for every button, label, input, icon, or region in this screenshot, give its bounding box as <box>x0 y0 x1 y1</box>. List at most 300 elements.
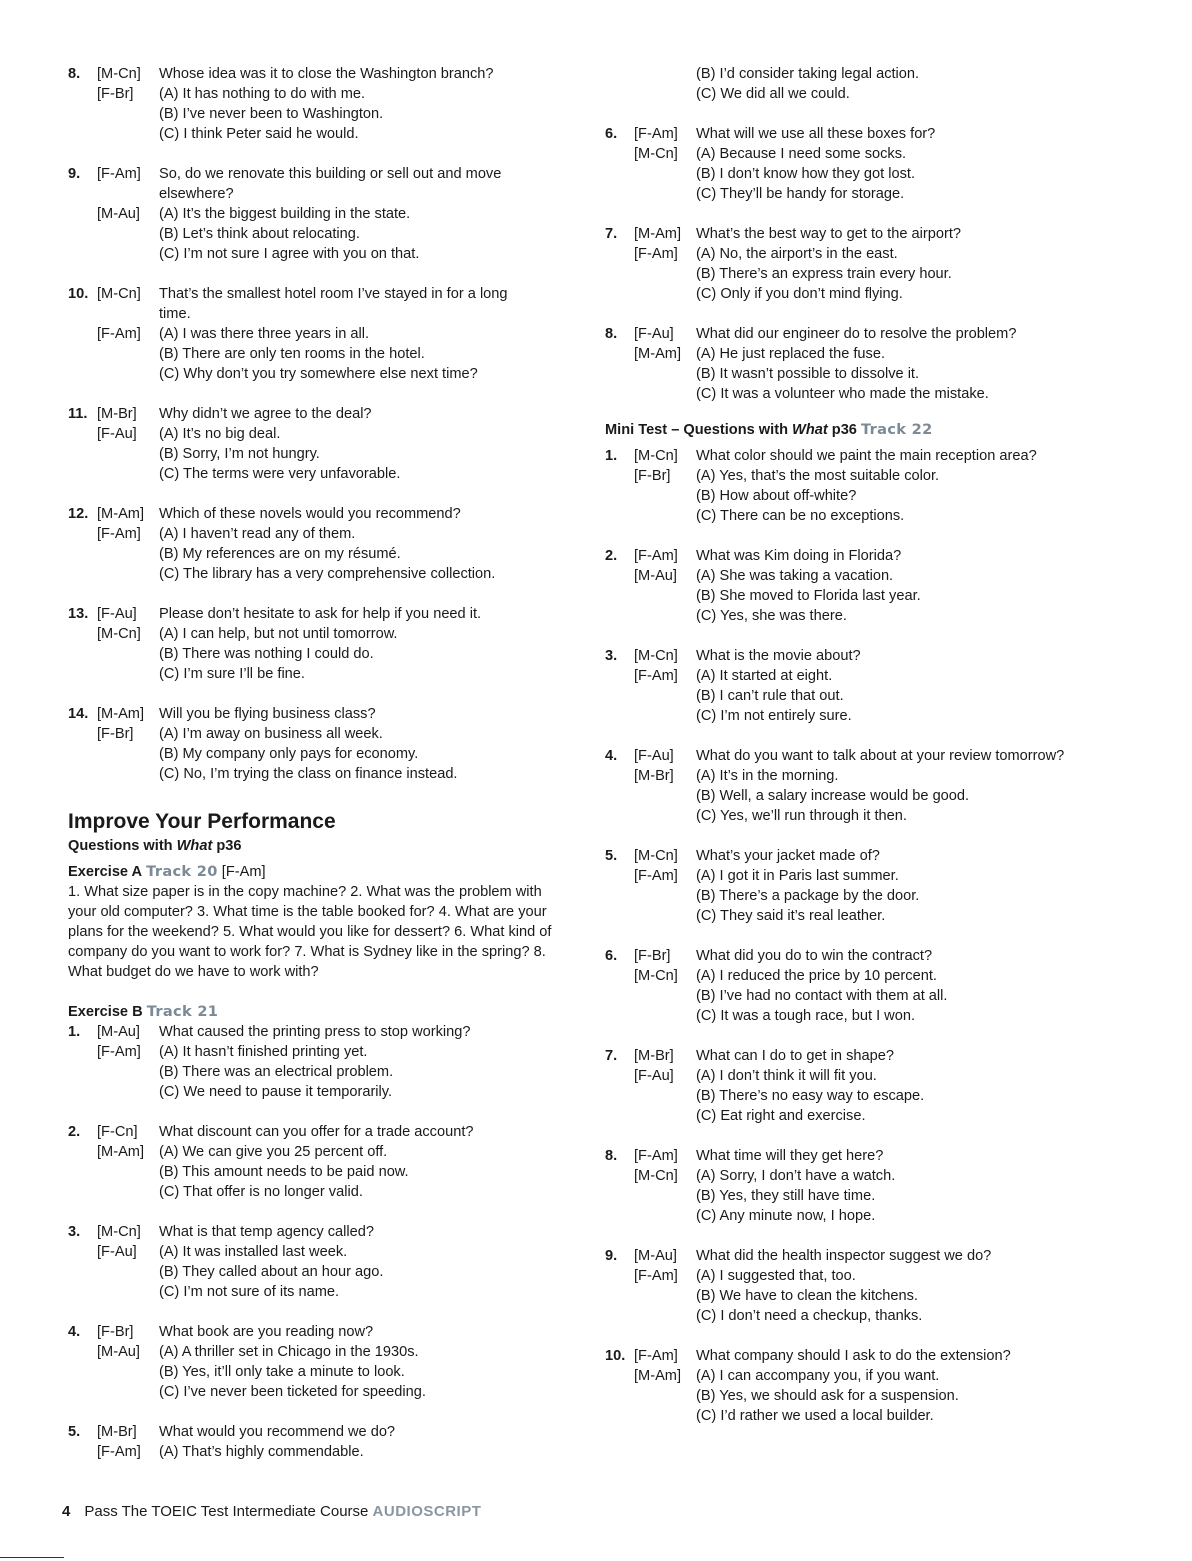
exercise-b-label: Exercise B <box>68 1004 143 1020</box>
line-text: (C) Any minute now, I hope. <box>696 1208 876 1224</box>
line-text: (A) It has nothing to do with me. <box>159 86 366 102</box>
script-line <box>605 1366 1145 1386</box>
script-line <box>68 504 588 524</box>
line-text: (A) I haven’t read any of them. <box>159 526 356 542</box>
line-text: (A) I don’t think it will fit you. <box>696 1068 877 1084</box>
script-line <box>605 224 1145 244</box>
speaker-code: [F-Br] <box>97 726 134 742</box>
script-line <box>68 1282 588 1302</box>
line-text: (C) That offer is no longer valid. <box>159 1184 363 1200</box>
line-text: (C) I’m not entirely sure. <box>696 708 852 724</box>
script-line <box>68 324 588 344</box>
script-line <box>605 384 1145 404</box>
script-line <box>68 124 588 144</box>
speaker-code: [M-Au] <box>97 1344 140 1360</box>
script-line <box>68 224 588 244</box>
line-text: (C) It was a tough race, but I won. <box>696 1008 916 1024</box>
line-text: (A) I reduced the price by 10 percent. <box>696 968 937 984</box>
script-line <box>605 1186 1145 1206</box>
speaker-code: [M-Cn] <box>634 968 678 984</box>
line-text: (A) A thriller set in Chicago in the 1930s. <box>159 1344 419 1360</box>
speaker-code: [F-Au] <box>634 1068 674 1084</box>
script-item <box>605 846 1145 926</box>
script-line <box>605 706 1145 726</box>
script-line <box>68 1082 588 1102</box>
line-text: (C) Yes, she was there. <box>696 608 847 624</box>
script-item <box>68 164 588 264</box>
line-text: (C) Why don’t you try somewhere else next time? <box>159 366 478 382</box>
script-line <box>605 866 1145 886</box>
line-text: (A) It hasn’t finished printing yet. <box>159 1044 368 1060</box>
line-text: (B) I’ve never been to Washington. <box>159 106 384 122</box>
script-line <box>605 264 1145 284</box>
script-item <box>68 1322 588 1402</box>
item-number: 12. <box>68 506 89 522</box>
script-line <box>68 1022 588 1042</box>
line-text: (A) I can help, but not until tomorrow. <box>159 626 398 642</box>
speaker-code: [M-Cn] <box>634 648 678 664</box>
section-subtitle <box>68 836 588 856</box>
script-line <box>605 284 1145 304</box>
line-text: (C) I’m not sure of its name. <box>159 1284 340 1300</box>
speaker-code: [F-Am] <box>634 868 678 884</box>
script-item <box>68 1122 588 1202</box>
line-text: (B) Sorry, I’m not hungry. <box>159 446 320 462</box>
exercise-a-track: Track 20 <box>146 863 218 880</box>
line-text: (C) It was a volunteer who made the mistake. <box>696 386 989 402</box>
line-text: (B) I don’t know how they got lost. <box>696 166 916 182</box>
line-text: What company should I ask to do the extension? <box>696 1348 1011 1364</box>
line-text: (A) She was taking a vacation. <box>696 568 894 584</box>
line-text: (A) I’m away on business all week. <box>159 726 383 742</box>
script-item <box>605 1346 1145 1426</box>
script-line <box>605 466 1145 486</box>
speaker-code: [M-Br] <box>634 768 674 784</box>
script-line <box>68 344 588 364</box>
exercise-b-track: Track 21 <box>146 1003 219 1020</box>
script-line <box>605 84 1145 104</box>
speaker-code: [M-Au] <box>97 206 140 222</box>
script-item <box>68 604 588 684</box>
speaker-code: [F-Am] <box>634 126 678 142</box>
script-item <box>68 704 588 784</box>
script-item <box>605 746 1145 826</box>
page-number: 4 <box>62 1503 71 1520</box>
speaker-code: [F-Am] <box>634 1348 678 1364</box>
script-line <box>605 846 1145 866</box>
line-text: (B) Let’s think about relocating. <box>159 226 360 242</box>
script-line <box>68 1122 588 1142</box>
speaker-code: [M-Au] <box>634 1248 677 1264</box>
script-line <box>605 606 1145 626</box>
line-text: (B) She moved to Florida last year. <box>696 588 921 604</box>
script-line <box>605 1046 1145 1066</box>
script-line <box>68 404 588 424</box>
line-text: (C) We need to pause it temporarily. <box>159 1084 393 1100</box>
script-line <box>605 344 1145 364</box>
line-text: (B) This amount needs to be paid now. <box>159 1164 409 1180</box>
script-line <box>68 364 588 384</box>
line-text: (B) There are only ten rooms in the hotel. <box>159 346 425 362</box>
item-number: 9. <box>68 166 81 182</box>
script-line <box>68 1442 588 1462</box>
speaker-code: [M-Cn] <box>634 1168 678 1184</box>
script-line <box>68 1262 588 1282</box>
script-line <box>605 184 1145 204</box>
line-text: That’s the smallest hotel room I’ve stayed in for a long <box>159 286 508 302</box>
script-line <box>605 746 1145 766</box>
line-text: (C) The library has a very comprehensive collection. <box>159 566 496 582</box>
script-line <box>68 764 588 784</box>
line-text: What’s your jacket made of? <box>696 848 880 864</box>
subtitle-post: p36 <box>212 838 242 854</box>
script-line <box>605 1266 1145 1286</box>
script-line <box>605 1246 1145 1266</box>
mini-test-post: p36 <box>827 422 861 438</box>
item-number: 11. <box>68 406 88 422</box>
item-number: 8. <box>605 1148 618 1164</box>
script-item <box>605 1046 1145 1126</box>
speaker-code: [F-Br] <box>97 86 134 102</box>
line-text: (B) My company only pays for economy. <box>159 746 419 762</box>
speaker-code: [F-Au] <box>634 748 674 764</box>
script-line <box>68 304 588 324</box>
script-item <box>605 1246 1145 1326</box>
item-number: 7. <box>605 1048 618 1064</box>
speaker-code: [F-Br] <box>97 1324 134 1340</box>
line-text: (A) Because I need some socks. <box>696 146 907 162</box>
script-line <box>68 444 588 464</box>
script-line <box>605 1066 1145 1086</box>
script-line <box>605 766 1145 786</box>
speaker-code: [F-Au] <box>97 1244 137 1260</box>
right-column <box>605 64 1145 1446</box>
script-line <box>68 424 588 444</box>
line-text: What would you recommend we do? <box>159 1424 396 1440</box>
speaker-code: [M-Am] <box>634 1368 682 1384</box>
script-line <box>605 1146 1145 1166</box>
script-item <box>68 1422 588 1462</box>
script-line <box>605 1166 1145 1186</box>
line-text: (C) I’ve never been ticketed for speeding. <box>159 1384 426 1400</box>
line-text: (B) I’d consider taking legal action. <box>696 66 920 82</box>
item-number: 5. <box>68 1424 81 1440</box>
script-line <box>605 886 1145 906</box>
pre-items-right <box>605 124 1145 424</box>
script-item <box>68 1222 588 1302</box>
script-line <box>605 364 1145 384</box>
speaker-code: [M-Au] <box>97 1024 140 1040</box>
script-line <box>68 284 588 304</box>
script-item <box>605 446 1145 526</box>
line-text: (A) It was installed last week. <box>159 1244 348 1260</box>
speaker-code: [M-Au] <box>634 568 677 584</box>
speaker-code: [F-Am] <box>97 166 141 182</box>
line-text: Whose idea was it to close the Washington branch? <box>159 66 494 82</box>
script-line <box>68 84 588 104</box>
exercise-a-heading <box>68 862 588 882</box>
line-text: (A) He just replaced the fuse. <box>696 346 885 362</box>
speaker-code: [F-Am] <box>634 1268 678 1284</box>
speaker-code: [F-Cn] <box>97 1124 138 1140</box>
page-footer <box>62 1503 481 1520</box>
line-text: (B) They called about an hour ago. <box>159 1264 384 1280</box>
line-text: What time will they get here? <box>696 1148 884 1164</box>
script-line <box>605 164 1145 184</box>
script-line <box>68 1222 588 1242</box>
pre-items-left <box>68 64 588 804</box>
line-text: What discount can you offer for a trade account? <box>159 1124 474 1140</box>
script-item <box>605 546 1145 626</box>
line-text: (B) Yes, they still have time. <box>696 1188 876 1204</box>
script-line <box>605 666 1145 686</box>
subtitle-pre: Questions with <box>68 838 177 854</box>
speaker-code: [F-Am] <box>634 668 678 684</box>
speaker-code: [M-Am] <box>634 226 682 242</box>
exercise-a-label: Exercise A <box>68 864 143 880</box>
script-line <box>605 506 1145 526</box>
script-item <box>605 646 1145 726</box>
script-line <box>605 1386 1145 1406</box>
script-line <box>605 486 1145 506</box>
script-item <box>68 64 588 144</box>
script-line <box>605 986 1145 1006</box>
script-line <box>605 966 1145 986</box>
item-number: 9. <box>605 1248 618 1264</box>
line-text: What did you do to win the contract? <box>696 948 933 964</box>
line-text: (B) My references are on my résumé. <box>159 546 401 562</box>
script-line <box>68 604 588 624</box>
speaker-code: [M-Am] <box>97 506 145 522</box>
script-item <box>68 1022 588 1102</box>
speaker-code: [F-Au] <box>634 326 674 342</box>
line-text: (A) Yes, that’s the most suitable color. <box>696 468 940 484</box>
mini-test-track: Track 22 <box>860 421 933 438</box>
script-line <box>68 1062 588 1082</box>
speaker-code: [M-Br] <box>634 1048 674 1064</box>
script-line <box>68 464 588 484</box>
speaker-code: [M-Br] <box>97 1424 137 1440</box>
line-text: (A) I can accompany you, if you want. <box>696 1368 940 1384</box>
speaker-code: [M-Cn] <box>634 848 678 864</box>
item-number: 4. <box>605 748 618 764</box>
line-text: (A) It’s the biggest building in the state. <box>159 206 411 222</box>
line-text: (C) Eat right and exercise. <box>696 1108 866 1124</box>
script-line <box>605 646 1145 666</box>
script-line <box>605 546 1145 566</box>
speaker-code: [M-Cn] <box>97 286 141 302</box>
script-line <box>605 64 1145 84</box>
script-line <box>68 244 588 264</box>
line-text: What can I do to get in shape? <box>696 1048 894 1064</box>
line-text: (A) We can give you 25 percent off. <box>159 1144 388 1160</box>
line-text: (C) We did all we could. <box>696 86 850 102</box>
line-text: (B) There was nothing I could do. <box>159 646 374 662</box>
script-line <box>68 1162 588 1182</box>
line-text: (A) I was there three years in all. <box>159 326 370 342</box>
line-text: (B) I can’t rule that out. <box>696 688 844 704</box>
item-number: 1. <box>605 448 618 464</box>
script-line <box>68 544 588 564</box>
line-text: (C) Only if you don’t mind flying. <box>696 286 903 302</box>
script-line <box>605 1106 1145 1126</box>
line-text: What did the health inspector suggest we do? <box>696 1248 992 1264</box>
item-number: 3. <box>68 1224 81 1240</box>
line-text: (A) It’s no big deal. <box>159 426 281 442</box>
line-text: time. <box>159 306 191 322</box>
script-line <box>605 1346 1145 1366</box>
item-number: 10. <box>68 286 89 302</box>
script-line <box>68 1042 588 1062</box>
speaker-code: [M-Cn] <box>634 146 678 162</box>
mini-test-pre: Mini Test – Questions with <box>605 422 793 438</box>
script-line <box>68 1182 588 1202</box>
script-line <box>605 906 1145 926</box>
script-line <box>68 1362 588 1382</box>
line-text: (C) There can be no exceptions. <box>696 508 905 524</box>
script-line <box>68 1142 588 1162</box>
script-item <box>605 946 1145 1026</box>
line-text: (B) There’s no easy way to escape. <box>696 1088 925 1104</box>
line-text: (C) They’ll be handy for storage. <box>696 186 905 202</box>
speaker-code: [F-Am] <box>97 326 141 342</box>
script-line <box>605 686 1145 706</box>
item-number: 3. <box>605 648 618 664</box>
script-line <box>605 566 1145 586</box>
line-text: (B) I’ve had no contact with them at all. <box>696 988 948 1004</box>
script-line <box>68 624 588 644</box>
speaker-code: [F-Br] <box>634 468 671 484</box>
script-line <box>68 644 588 664</box>
speaker-code: [F-Am] <box>634 246 678 262</box>
script-line <box>68 1382 588 1402</box>
script-item <box>605 324 1145 404</box>
speaker-code: [F-Am] <box>634 1148 678 1164</box>
footer-title: Pass The TOEIC Test Intermediate Course <box>84 1503 369 1520</box>
left-column <box>68 64 588 1482</box>
line-text: (B) Yes, it’ll only take a minute to look. <box>159 1364 405 1380</box>
section-title: Improve Your Performance <box>68 810 336 833</box>
item-number: 6. <box>605 126 618 142</box>
speaker-code: [M-Cn] <box>97 1224 141 1240</box>
script-line <box>605 1206 1145 1226</box>
line-text: What caused the printing press to stop working? <box>159 1024 471 1040</box>
speaker-code: [M-Am] <box>97 706 145 722</box>
speaker-code: [M-Am] <box>634 346 682 362</box>
script-line <box>605 1086 1145 1106</box>
script-line <box>605 144 1145 164</box>
script-line <box>605 1406 1145 1426</box>
script-line <box>68 1322 588 1342</box>
line-text: (C) I’m sure I’ll be fine. <box>159 666 305 682</box>
exercise-a-speaker: [F-Am] <box>221 864 266 880</box>
line-text: (C) I don’t need a checkup, thanks. <box>696 1308 923 1324</box>
script-item <box>68 284 588 384</box>
line-text: (C) No, I’m trying the class on finance instead. <box>159 766 458 782</box>
item-number: 5. <box>605 848 618 864</box>
speaker-code: [M-Cn] <box>97 66 141 82</box>
line-text: What book are you reading now? <box>159 1324 374 1340</box>
script-item <box>605 124 1145 204</box>
line-text: (C) The terms were very unfavorable. <box>159 466 401 482</box>
script-line <box>605 324 1145 344</box>
script-line <box>68 724 588 744</box>
item-number: 10. <box>605 1348 626 1364</box>
line-text: (A) It started at eight. <box>696 668 833 684</box>
line-text: (C) I’d rather we used a local builder. <box>696 1408 934 1424</box>
item-number: 6. <box>605 948 618 964</box>
script-line <box>605 1006 1145 1026</box>
item-number: 13. <box>68 606 89 622</box>
script-line <box>605 1306 1145 1326</box>
item-number: 2. <box>68 1124 81 1140</box>
speaker-code: [M-Br] <box>97 406 137 422</box>
line-text: (A) Sorry, I don’t have a watch. <box>696 1168 896 1184</box>
line-text: Please don’t hesitate to ask for help if you need it. <box>159 606 482 622</box>
line-text: (A) I got it in Paris last summer. <box>696 868 899 884</box>
script-line <box>68 564 588 584</box>
script-line <box>605 244 1145 264</box>
speaker-code: [F-Au] <box>97 426 137 442</box>
line-text: (B) How about off-white? <box>696 488 857 504</box>
script-line <box>605 806 1145 826</box>
mini-test-heading <box>605 420 1145 440</box>
exercise-a-text: 1. What size paper is in the copy machine? 2. What was the problem with your old computer? 3. What time is the table booked for? 4. What are your plans for the weekend? 5. What would you like for dessert? 6. What kind of company do you want to work for? 7. What is Sydney like in the spring? 8. What budget do we have to work with? <box>68 884 552 980</box>
line-text: (B) We have to clean the kitchens. <box>696 1288 918 1304</box>
script-line <box>605 586 1145 606</box>
line-text: (A) That’s highly commendable. <box>159 1444 364 1460</box>
script-item <box>605 224 1145 304</box>
line-text: (A) I suggested that, too. <box>696 1268 856 1284</box>
script-line <box>68 704 588 724</box>
script-line <box>68 184 588 204</box>
line-text: (C) I’m not sure I agree with you on that. <box>159 246 420 262</box>
script-line <box>68 664 588 684</box>
script-item <box>68 504 588 584</box>
script-line <box>68 744 588 764</box>
line-text: What was Kim doing in Florida? <box>696 548 902 564</box>
item-number: 2. <box>605 548 618 564</box>
line-text: So, do we renovate this building or sell out and move <box>159 166 502 182</box>
item-number: 7. <box>605 226 618 242</box>
item-number: 14. <box>68 706 89 722</box>
mini-test-items <box>605 446 1145 1446</box>
item-number: 8. <box>68 66 81 82</box>
script-line <box>605 946 1145 966</box>
line-text: (C) I think Peter said he would. <box>159 126 359 142</box>
script-line <box>68 524 588 544</box>
continued-lines <box>605 64 1145 104</box>
line-text: What’s the best way to get to the airport? <box>696 226 961 242</box>
script-line <box>605 1286 1145 1306</box>
item-number: 4. <box>68 1324 81 1340</box>
script-line <box>605 786 1145 806</box>
line-text: What will we use all these boxes for? <box>696 126 936 142</box>
line-text: What is that temp agency called? <box>159 1224 374 1240</box>
speaker-code: [M-Cn] <box>634 448 678 464</box>
line-text: What did our engineer do to resolve the problem? <box>696 326 1017 342</box>
line-text: Will you be flying business class? <box>159 706 376 722</box>
item-number: 8. <box>605 326 618 342</box>
script-item <box>68 404 588 484</box>
line-text: (C) Yes, we’ll run through it then. <box>696 808 907 824</box>
script-line <box>68 1342 588 1362</box>
script-line <box>68 64 588 84</box>
script-line <box>68 104 588 124</box>
item-number: 1. <box>68 1024 81 1040</box>
line-text: (B) Well, a salary increase would be good. <box>696 788 970 804</box>
line-text: elsewhere? <box>159 186 234 202</box>
